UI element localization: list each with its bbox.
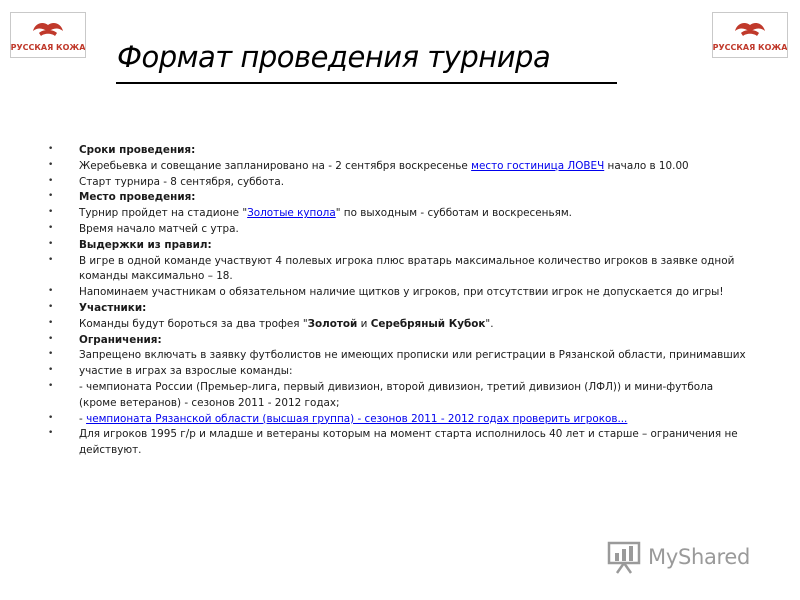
svg-text:РУССКАЯ КОЖА: РУССКАЯ КОЖА — [713, 43, 787, 52]
stadium-link[interactable]: Золотые купола — [247, 207, 336, 220]
list-item: • Для игроков 1995 г/р и младше и ветераны которым на момент старта исполнилось 40 лет и старше – ограничения не действуют. — [48, 428, 738, 457]
logo-emblem-icon — [11, 13, 85, 57]
bullet-icon: • — [48, 349, 54, 360]
list-item: • участие в играх за взрослые команды: — [48, 365, 293, 378]
list-item: • Место проведения: — [48, 191, 196, 204]
bullet-icon: • — [48, 365, 54, 376]
list-item: • Турнир пройдет на стадионе "Золотые купола" по выходным - субботам и воскресеньям. — [48, 207, 572, 220]
list-item: • - чемпионата России (Премьер-лига, первый дивизион, второй дивизион, третий дивизион (ЛФЛ)) и мини-футбола (кроме ветеранов) - сезонов 2011 - 2012 годах; — [48, 380, 714, 409]
bullet-icon: • — [48, 191, 54, 202]
bullet-icon: • — [48, 254, 54, 265]
watermark-text: MyShared — [648, 545, 751, 569]
logo-russkaya-kozha-left — [10, 12, 86, 58]
bullet-icon: • — [48, 380, 54, 391]
content-list — [48, 143, 748, 459]
list-item: • Участники: — [48, 301, 147, 314]
svg-text:РУССКАЯ КОЖА: РУССКАЯ КОЖА — [11, 43, 85, 52]
list-item: • В игре в одной команде участвуют 4 полевых игрока плюс вратарь максимальное количество игроков в заявке одной команды максимально – 18. — [48, 254, 735, 283]
list-item: • Старт турнира - 8 сентября, суббота. — [48, 175, 285, 188]
bullet-icon: • — [48, 412, 54, 423]
bullet-icon: • — [48, 286, 54, 297]
bullet-icon: • — [48, 238, 54, 249]
bullet-icon: • — [48, 159, 54, 170]
bullet-icon: • — [48, 207, 54, 218]
list-item: • Сроки проведения: — [48, 144, 196, 156]
logo-emblem-icon — [713, 13, 787, 57]
bullet-icon: • — [48, 301, 54, 312]
bullet-icon: • — [48, 144, 54, 154]
list-item: • Жеребьевка и совещание запланировано на - 2 сентября воскресенье место гостиница ЛОВЕЧ начало в 10.00 — [48, 159, 689, 172]
list-item: • Запрещено включать в заявку футболистов не имеющих прописки или регистрации в Рязанской области, принимавших — [48, 349, 746, 362]
bullet-icon: • — [48, 317, 54, 328]
list-item: • Напоминаем участникам о обязательном наличие щитков у игроков, при отсутствии игрок не допускается до игры! — [48, 286, 724, 299]
list-item: • Ограничения: — [48, 333, 162, 346]
bullet-icon: • — [48, 175, 54, 186]
page-title: Формат проведения турнира — [117, 40, 551, 74]
list-item: • Выдержки из правил: — [48, 238, 212, 251]
myshared-watermark — [606, 537, 776, 577]
list-item: • Время начало матчей с утра. — [48, 222, 239, 235]
list-item: • - чемпионата Рязанской области (высшая группа) - сезонов 2011 - 2012 годах проверить игроков... — [48, 412, 628, 425]
ryazan-championship-link[interactable]: чемпионата Рязанской области (высшая группа) - сезонов 2011 - 2012 годах проверить игроков... — [86, 412, 628, 425]
list-item: • Команды будут бороться за два трофея "Золотой и Серебряный Кубок". — [48, 317, 494, 330]
presentation-chart-icon — [606, 539, 642, 575]
title-underline — [116, 82, 617, 84]
logo-russkaya-kozha-right — [712, 12, 788, 58]
bullet-icon: • — [48, 333, 54, 344]
bullet-icon: • — [48, 428, 54, 439]
hotel-lovech-link[interactable]: место гостиница ЛОВЕЧ — [471, 159, 605, 172]
bullet-icon: • — [48, 222, 54, 233]
